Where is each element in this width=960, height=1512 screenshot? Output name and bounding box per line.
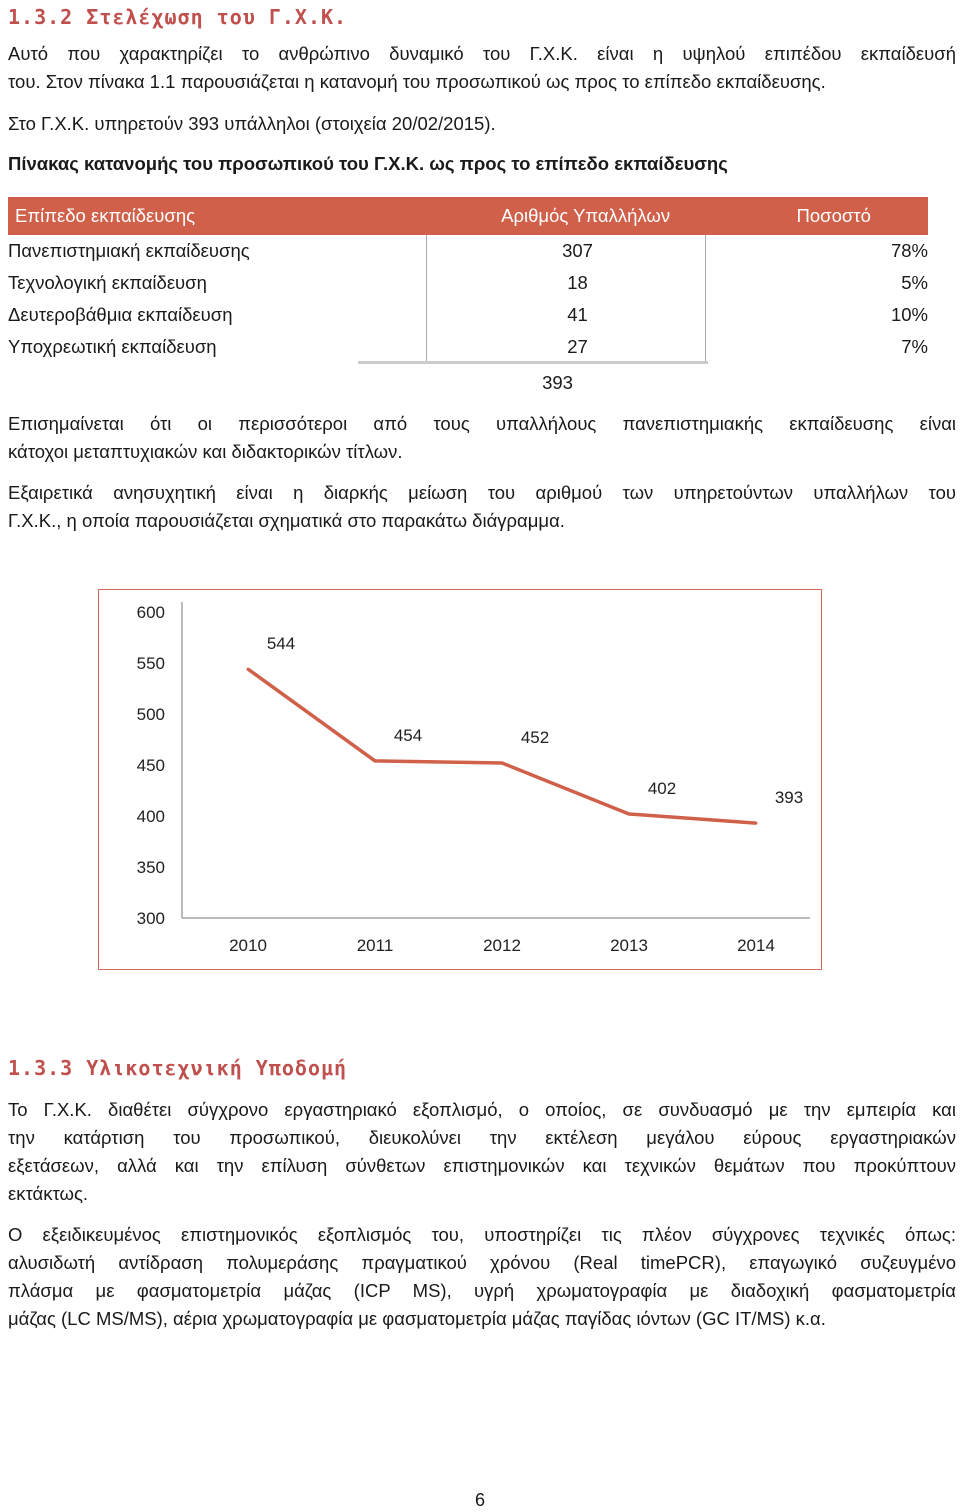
header-level: Επίπεδο εκπαίδευσης — [15, 205, 196, 226]
techniques-line-4: μάζας (LC MS/MS), αέρια χρωματογραφία με φασματομετρία μάζας παγίδας ιόντων (GC IT/MS) κ.α. — [8, 1308, 826, 1329]
intro-line-2: του. Στον πίνακα 1.1 παρουσιάζεται η κατανομή του προσωπικού ως προς το επίπεδο εκπαίδευσης. — [8, 71, 826, 92]
data-label: 393 — [774, 788, 804, 808]
techniques-paragraph — [8, 1221, 956, 1333]
data-label: 544 — [266, 634, 296, 654]
equipment-line-3: εξετάσεων, αλλά και την επίλυση σύνθετων επιστημονικών και τεχνικών θεμάτων που προκύπτουν — [8, 1155, 956, 1176]
x-tick-label: 2011 — [356, 936, 394, 955]
row-count: 307 — [562, 240, 593, 261]
row-level: Δευτεροβάθμια εκπαίδευση — [8, 304, 233, 325]
equipment-line-4: εκτάκτως. — [8, 1183, 89, 1204]
row-percent: 78% — [890, 240, 928, 261]
data-point — [628, 812, 631, 815]
decline-line-1: Εξαιρετικά ανησυχητική είναι η διαρκής μείωση του αριθμού των υπηρετούντων υπαλλήλων του — [8, 482, 956, 503]
table-total: 393 — [542, 372, 573, 393]
techniques-line-2: αλυσιδωτή αντίδραση πολυμεράσης πραγματικού χρόνου (Real timePCR), επαγωγικό συζευγμένο — [8, 1252, 956, 1273]
row-level: Τεχνολογική εκπαίδευση — [8, 272, 207, 293]
row-level: Πανεπιστημιακή εκπαίδευσης — [8, 240, 250, 261]
x-tick-label: 2013 — [610, 936, 648, 955]
row-percent: 5% — [901, 272, 928, 293]
y-tick-label: 600 — [136, 603, 165, 622]
data-point — [755, 822, 758, 825]
series-line — [248, 669, 756, 823]
row-count: 27 — [567, 336, 588, 357]
data-label: 402 — [647, 778, 677, 798]
row-count: 18 — [567, 272, 588, 293]
page-number: 6 — [474, 1490, 485, 1510]
y-tick-label: 550 — [136, 654, 165, 673]
y-tick-label: 350 — [136, 858, 165, 877]
equipment-line-1: Το Γ.Χ.Κ. διαθέτει σύγχρονο εργαστηριακό εξοπλισμό, ο οποίος, σε συνδυασμό με την εμπειρία και — [8, 1099, 956, 1120]
y-tick-label: 450 — [136, 756, 165, 775]
x-tick-label: 2014 — [737, 936, 775, 955]
intro-line-1: Αυτό που χαρακτηρίζει το ανθρώπινο δυναμικό του Γ.Χ.Κ. είναι η υψηλού επιπέδου εκπαίδευσή — [8, 43, 956, 64]
techniques-line-3: πλάσμα με φασματομετρία μάζας (ICP MS), υγρή χρωματογραφία με διαδοχική φασματομετρία — [8, 1280, 956, 1301]
postgrad-line-1: Επισημαίνεται ότι οι περισσότεροι από τους υπαλλήλους πανεπιστημιακής εκπαίδευσης είναι — [8, 413, 956, 434]
equipment-paragraph — [8, 1096, 956, 1208]
section-heading-133: 1.3.3 Υλικοτεχνική Υποδομή — [8, 1056, 348, 1080]
equipment-line-2: την κατάρτιση του προσωπικού, διευκολύνει την εκτέλεση μεγάλου εύρους εργαστηριακών — [8, 1127, 956, 1148]
postgrad-line-2: κάτοχοι μεταπτυχιακών και διδακτορικών τίτλων. — [8, 441, 403, 462]
data-label: 452 — [520, 727, 550, 747]
y-tick-label: 500 — [136, 705, 165, 724]
row-percent: 10% — [890, 304, 928, 325]
staff-count-line: Στο Γ.Χ.Κ. υπηρετούν 393 υπάλληλοι (στοιχεία 20/02/2015). — [8, 113, 496, 134]
x-tick-label: 2010 — [229, 936, 267, 955]
decline-line-2: Γ.Χ.Κ., η οποία παρουσιάζεται σχηματικά στο παρακάτω διάγραμμα. — [8, 510, 565, 531]
table-caption: Πίνακας κατανομής του προσωπικού του Γ.Χ.Κ. ως προς το επίπεδο εκπαίδευσης — [8, 153, 728, 174]
x-tick-label: 2012 — [483, 936, 521, 955]
y-tick-label: 300 — [136, 909, 165, 928]
row-count: 41 — [567, 304, 588, 325]
row-percent: 7% — [901, 336, 928, 357]
row-level: Υποχρεωτική εκπαίδευση — [8, 336, 217, 357]
data-point — [247, 668, 250, 671]
techniques-line-1: Ο εξειδικευμένος επιστημονικός εξοπλισμός του, υποστηρίζει τις πλέον σύγχρονες τεχνικές όπως: — [8, 1224, 956, 1245]
header-count: Αριθμός Υπαλλήλων — [501, 205, 671, 226]
data-point — [501, 761, 504, 764]
y-tick-label: 400 — [136, 807, 165, 826]
data-label: 454 — [393, 725, 423, 745]
header-percent: Ποσοστό — [796, 205, 871, 226]
section-heading-132: 1.3.2 Στελέχωση του Γ.Χ.Κ. — [8, 5, 348, 29]
data-point — [374, 759, 377, 762]
